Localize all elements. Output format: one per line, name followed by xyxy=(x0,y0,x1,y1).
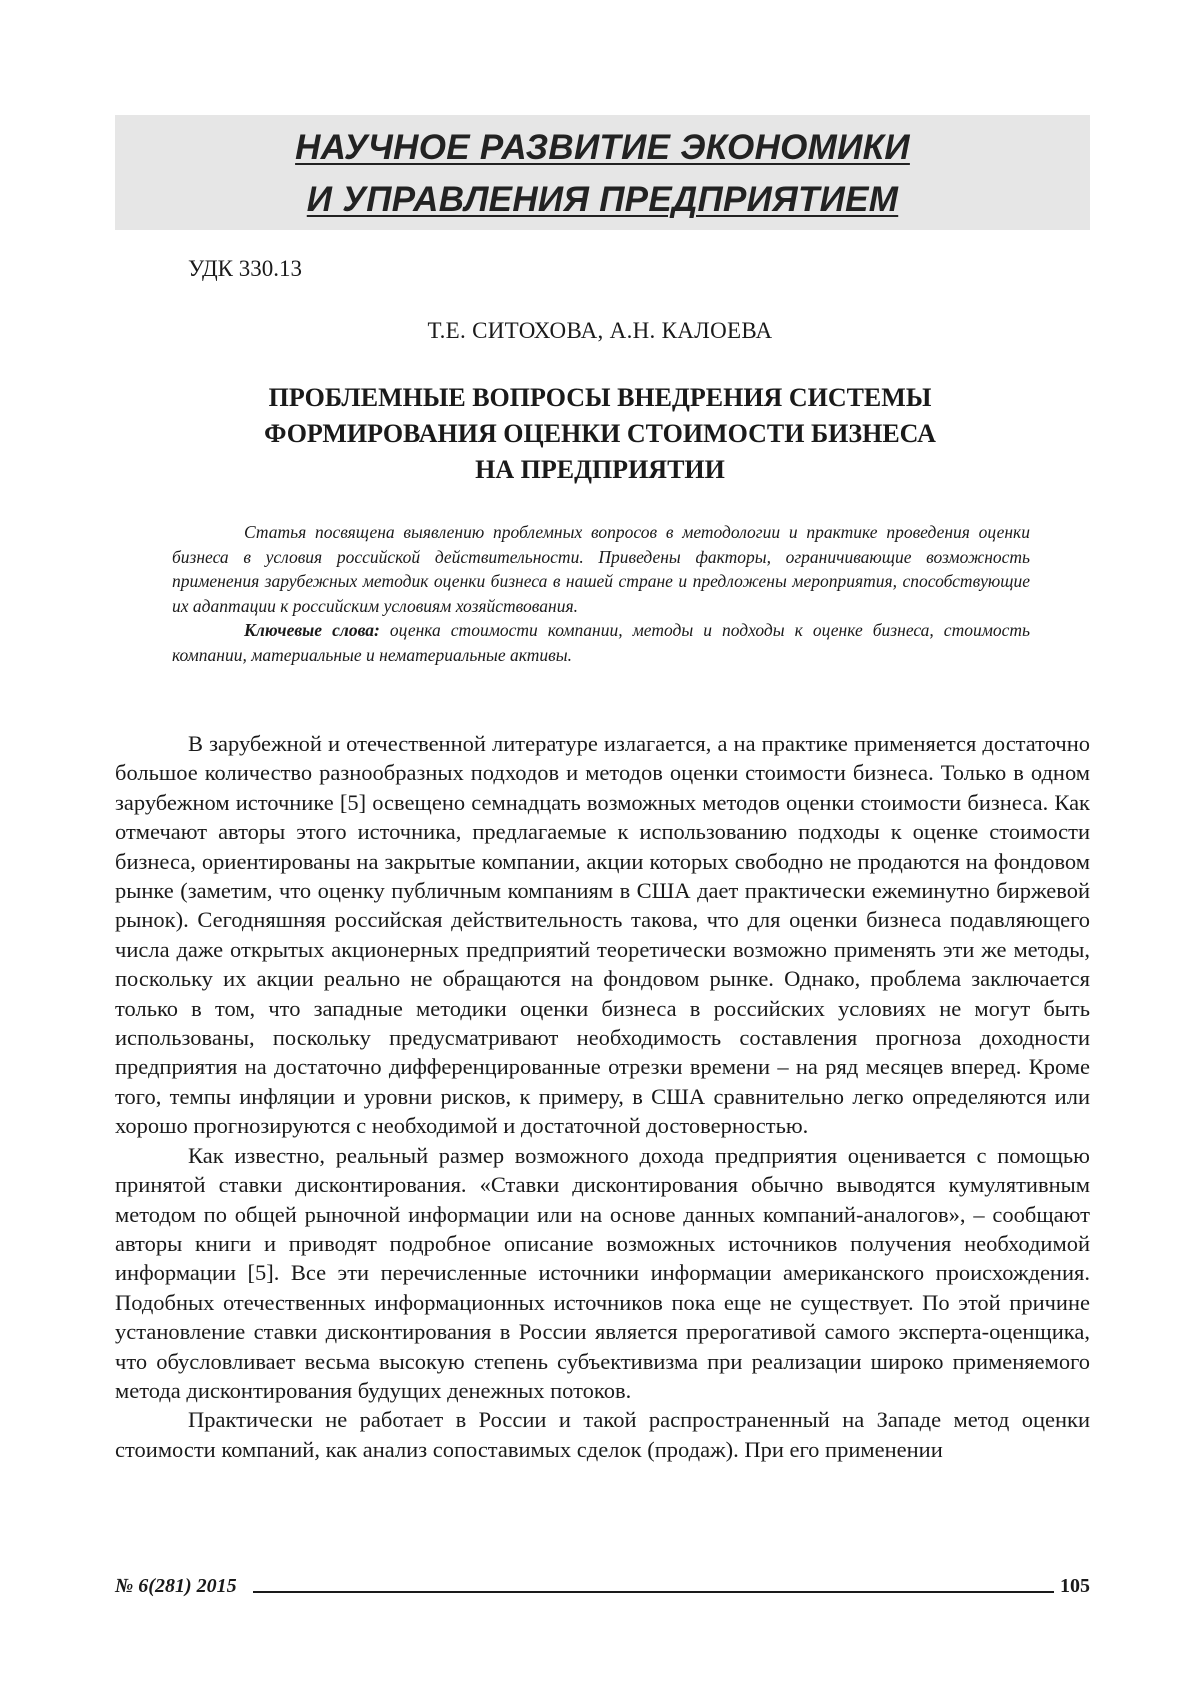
title-line-1: ПРОБЛЕМНЫЕ ВОПРОСЫ ВНЕДРЕНИЯ СИСТЕМЫ xyxy=(269,383,932,412)
keywords-text: оценка стоимости компании, методы и подходы к оценке бизнеса, стоимость компании, материальные и нематериальные активы. xyxy=(172,620,1030,665)
body-paragraph-3: Практически не работает в России и такой распространенный на Западе метод оценки стоимости компаний, как анализ сопоставимых сделок (продаж). При его применении xyxy=(115,1405,1090,1464)
keywords-line xyxy=(172,618,1030,667)
section-header-band xyxy=(115,115,1090,230)
issue-number: № 6(281) 2015 xyxy=(115,1575,237,1598)
body-paragraph-1: В зарубежной и отечественной литературе излагается, а на практике применяется достаточно большое количество разнообразных подходов и методов оценки стоимости бизнеса. Только в одном зарубежном источнике [5] освещено семнадцать возможных методов оценки стоимости бизнеса. Как отмечают авторы этого источника, предлагаемые к использованию подходы к оценке стоимости бизнеса, ориентированы на закрытые компании, акции которых свободно не продаются на фондовом рынке (заметим, что оценку публичным компаниям в США дает практически ежеминутно биржевой рынок). Сегодняшняя российская действительность такова, что для оценки бизнеса подавляющего числа даже открытых акционерных предприятий теоретически возможно применять эти же методы, поскольку их акции реально не обращаются на фондовом рынке. Однако, проблема заключается только в том, что западные методики оценки бизнеса в российских условиях не могут быть использованы, поскольку предусматривают необходимость составления прогноза доходности предприятия на достаточно дифференцированные отрезки времени – на ряд месяцев вперед. Кроме того, темпы инфляции и уровни рисков, к примеру, в США сравнительно легко определяются или хорошо прогнозируются с необходимой и достаточной достоверностью. xyxy=(115,729,1090,1141)
title-line-2: ФОРМИРОВАНИЯ ОЦЕНКИ СТОИМОСТИ БИЗНЕСА xyxy=(264,419,936,448)
page-footer xyxy=(115,1575,1090,1598)
authors: Т.Е. СИТОХОВА, А.Н. КАЛОЕВА xyxy=(0,318,1200,344)
page-number: 105 xyxy=(1060,1575,1090,1598)
body-paragraph-2: Как известно, реальный размер возможного дохода предприятия оценивается с помощью принятой ставки дисконтирования. «Ставки дисконтирования обычно выводятся кумулятивным методом по общей рыночной информации или на основе данных компаний-аналогов», – сообщают авторы книги и приводят подробное описание возможных источников получения необходимой информации [5]. Все эти перечисленные источники информации американского происхождения. Подобных отечественных информационных источников пока еще не существует. По этой причине установление ставки дисконтирования в России является прерогативой самого эксперта-оценщика, что обусловливает весьма высокую степень субъективизма при реализации широко применяемого метода дисконтирования будущих денежных потоков. xyxy=(115,1141,1090,1406)
section-title-line-2: И УПРАВЛЕНИЯ ПРЕДПРИЯТИЕМ xyxy=(115,174,1090,226)
article-body xyxy=(115,729,1090,1464)
title-line-3: НА ПРЕДПРИЯТИИ xyxy=(475,455,725,484)
article-title xyxy=(0,380,1200,488)
section-title-line-1: НАУЧНОЕ РАЗВИТИЕ ЭКОНОМИКИ xyxy=(115,122,1090,174)
footer-rule xyxy=(253,1591,1054,1593)
abstract-block xyxy=(172,520,1030,667)
keywords-label: Ключевые слова: xyxy=(244,620,380,640)
abstract-text: Статья посвящена выявлению проблемных вопросов в методологии и практике проведения оценки бизнеса в условия российской действительности. Приведены факторы, ограничивающие возможность применения зарубежных методик оценки бизнеса в нашей стране и предложены мероприятия, способствующие их адаптации к российским условиям хозяйствования. xyxy=(172,520,1030,618)
udk-code: УДК 330.13 xyxy=(188,256,302,282)
